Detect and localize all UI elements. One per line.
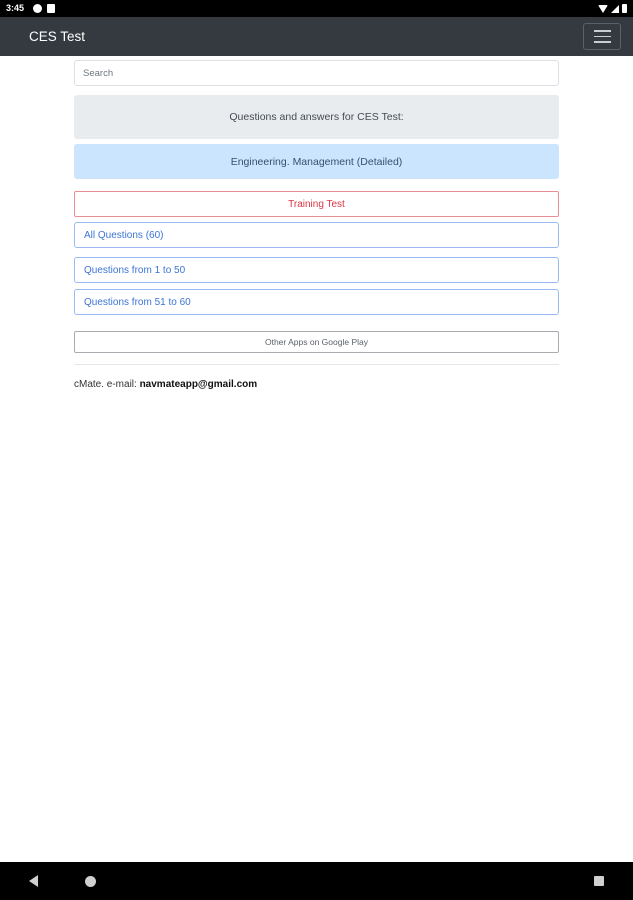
- battery-icon: [622, 4, 627, 13]
- app-title[interactable]: CES Test: [29, 29, 86, 44]
- divider: [74, 364, 559, 365]
- menu-line: [594, 30, 611, 32]
- training-test-label: Training Test: [288, 198, 345, 210]
- list-item-all-questions[interactable]: [74, 222, 559, 248]
- notification-icon: [33, 4, 42, 13]
- wifi-icon: [598, 5, 608, 13]
- status-time: 3:45: [6, 3, 25, 13]
- list-item-questions-1-50[interactable]: [74, 257, 559, 283]
- back-icon[interactable]: [29, 875, 38, 887]
- signal-icon: [611, 5, 619, 13]
- menu-line: [594, 36, 611, 38]
- other-apps-button[interactable]: [74, 331, 559, 353]
- hamburger-menu-icon[interactable]: [583, 23, 621, 50]
- home-icon[interactable]: [85, 876, 96, 887]
- list-item-label: All Questions (60): [84, 229, 164, 241]
- header-alert: [74, 95, 559, 139]
- other-apps-label: Other Apps on Google Play: [264, 337, 368, 347]
- footer-prefix: cMate. e-mail:: [74, 379, 137, 390]
- header-alert-text: Questions and answers for CES Test:: [229, 111, 404, 123]
- list-item-label: Questions from 51 to 60: [84, 296, 191, 308]
- training-test-button[interactable]: [74, 191, 559, 217]
- category-alert: [74, 144, 559, 179]
- footer-contact: [74, 379, 257, 390]
- footer-email[interactable]: navmateapp@gmail.com: [139, 379, 258, 390]
- sim-card-icon: [47, 4, 55, 13]
- system-nav-bar: [0, 862, 633, 900]
- list-item-label: Questions from 1 to 50: [84, 264, 186, 276]
- recent-apps-icon[interactable]: [594, 876, 604, 886]
- list-item-questions-51-60[interactable]: [74, 289, 559, 315]
- category-alert-text: Engineering. Management (Detailed): [230, 155, 403, 168]
- status-bar: [0, 0, 633, 17]
- menu-line: [594, 41, 611, 43]
- app-bar: [0, 17, 633, 56]
- search-input[interactable]: [74, 60, 559, 86]
